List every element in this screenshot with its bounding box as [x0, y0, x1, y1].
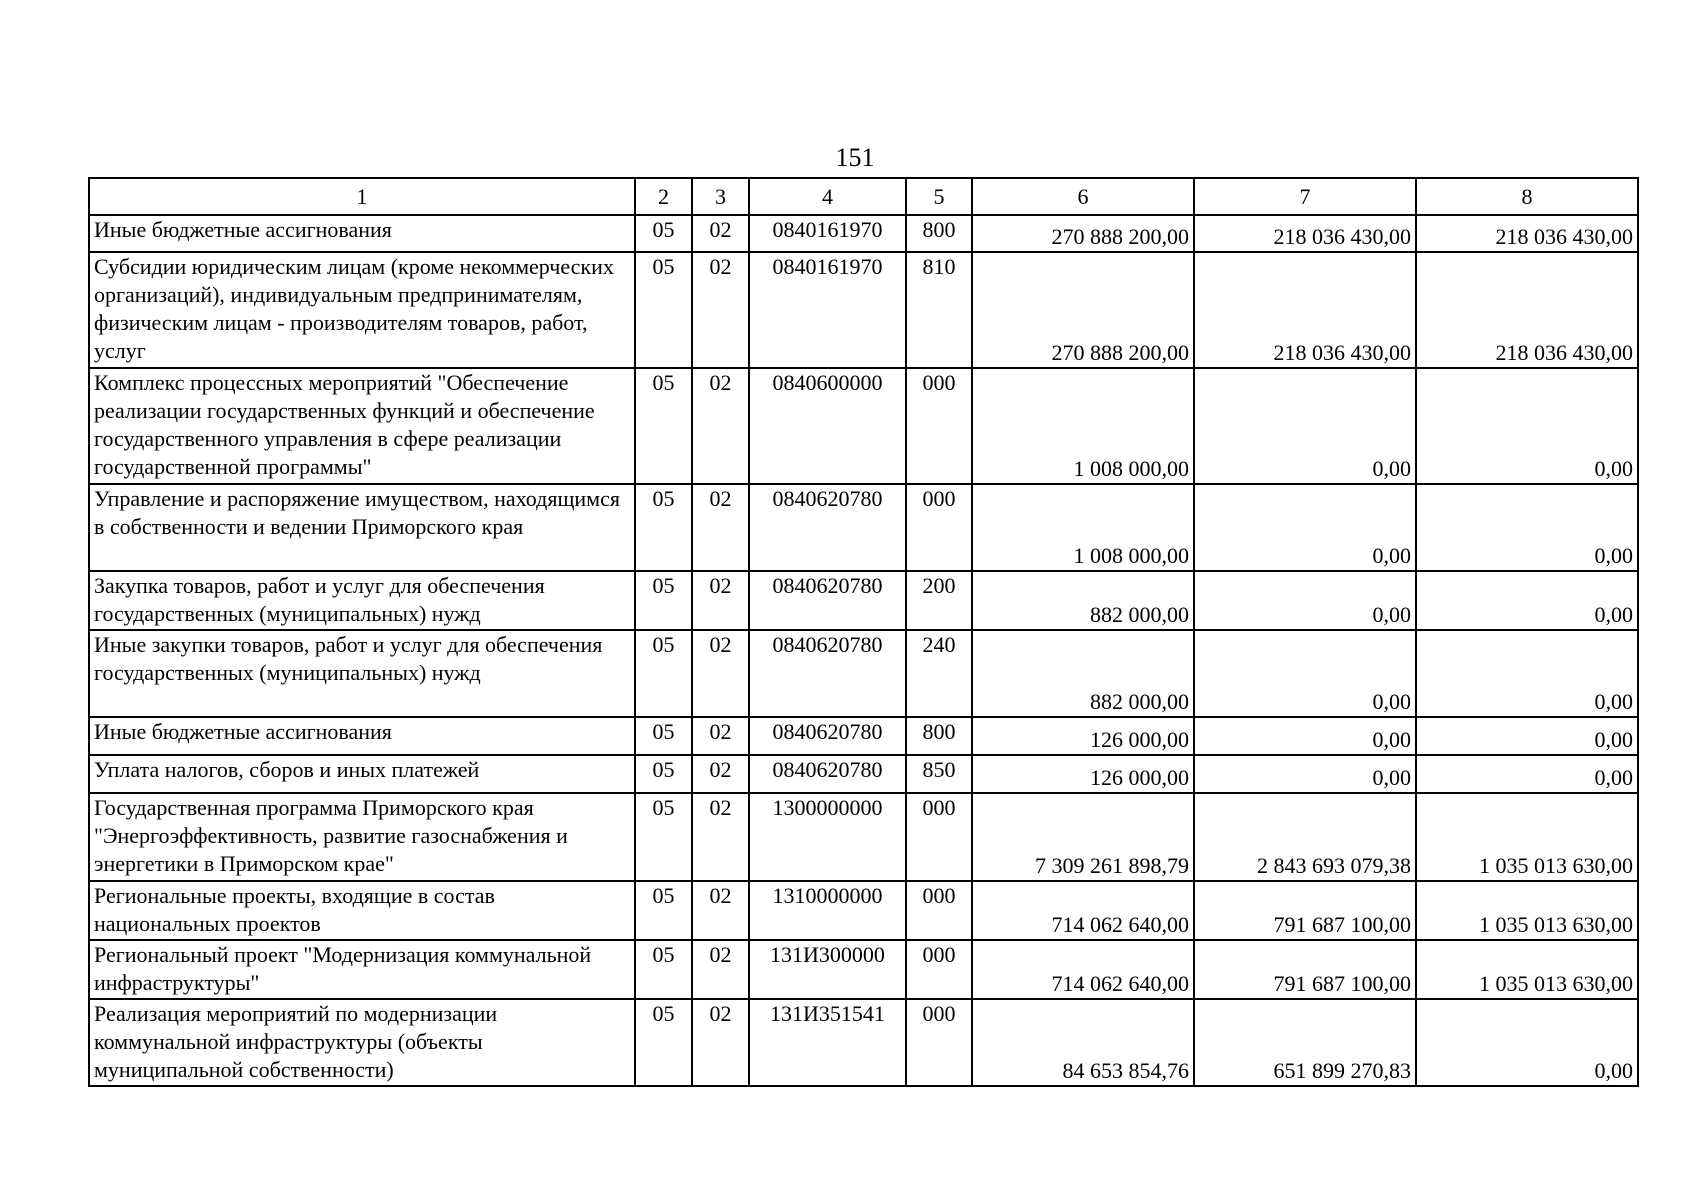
- table-row: [89, 215, 1638, 252]
- row-amount-8: 1 035 013 630,00: [1416, 881, 1638, 940]
- table-row: [89, 717, 1638, 755]
- row-amount-7: 651 899 270,83: [1194, 999, 1416, 1086]
- row-section: 05: [635, 484, 692, 571]
- row-section: 05: [635, 940, 692, 999]
- row-name: Иные бюджетные ассигнования: [89, 717, 635, 755]
- table-row: [89, 571, 1638, 630]
- row-name: Закупка товаров, работ и услуг для обеспечения государственных (муниципальных) нужд: [89, 571, 635, 630]
- row-amount-8: 1 035 013 630,00: [1416, 940, 1638, 999]
- header-col-6: 6: [972, 178, 1194, 215]
- row-section: 05: [635, 755, 692, 793]
- row-section: 05: [635, 999, 692, 1086]
- row-section: 05: [635, 717, 692, 755]
- row-subsection: 02: [692, 999, 749, 1086]
- table-row: [89, 940, 1638, 999]
- row-expense-type: 800: [906, 717, 972, 755]
- row-amount-6: 714 062 640,00: [972, 881, 1194, 940]
- row-subsection: 02: [692, 252, 749, 368]
- row-name: Субсидии юридическим лицам (кроме некоммерческих организаций), индивидуальным предпринимателям, физическим лицам - производителям товаров, работ, услуг: [89, 252, 635, 368]
- row-amount-8: 0,00: [1416, 755, 1638, 793]
- row-amount-8: 1 035 013 630,00: [1416, 793, 1638, 881]
- row-section: 05: [635, 215, 692, 252]
- table-row: [89, 755, 1638, 793]
- row-expense-type: 000: [906, 484, 972, 571]
- row-name: Региональные проекты, входящие в состав национальных проектов: [89, 881, 635, 940]
- row-amount-7: 0,00: [1194, 571, 1416, 630]
- row-amount-7: 218 036 430,00: [1194, 252, 1416, 368]
- row-name: Реализация мероприятий по модернизации коммунальной инфраструктуры (объекты муниципальной собственности): [89, 999, 635, 1086]
- row-subsection: 02: [692, 215, 749, 252]
- budget-table: [88, 177, 1639, 1087]
- row-amount-6: 84 653 854,76: [972, 999, 1194, 1086]
- row-section: 05: [635, 881, 692, 940]
- row-section: 05: [635, 630, 692, 717]
- row-expense-type: 000: [906, 368, 972, 484]
- row-amount-7: 0,00: [1194, 755, 1416, 793]
- row-amount-6: 714 062 640,00: [972, 940, 1194, 999]
- row-amount-8: 0,00: [1416, 368, 1638, 484]
- row-target-code: 0840620780: [749, 755, 906, 793]
- row-amount-6: 1 008 000,00: [972, 484, 1194, 571]
- row-expense-type: 850: [906, 755, 972, 793]
- row-target-code: 0840600000: [749, 368, 906, 484]
- row-expense-type: 000: [906, 793, 972, 881]
- table-row: [89, 793, 1638, 881]
- table-row: [89, 368, 1638, 484]
- row-amount-8: 0,00: [1416, 630, 1638, 717]
- row-expense-type: 000: [906, 940, 972, 999]
- table-row: [89, 484, 1638, 571]
- row-amount-6: 882 000,00: [972, 571, 1194, 630]
- row-target-code: 0840620780: [749, 571, 906, 630]
- row-amount-6: 882 000,00: [972, 630, 1194, 717]
- row-amount-7: 791 687 100,00: [1194, 881, 1416, 940]
- row-section: 05: [635, 793, 692, 881]
- row-section: 05: [635, 252, 692, 368]
- row-amount-7: 0,00: [1194, 630, 1416, 717]
- header-row: [89, 178, 1638, 215]
- header-col-3: 3: [692, 178, 749, 215]
- row-name: Уплата налогов, сборов и иных платежей: [89, 755, 635, 793]
- row-target-code: 131И300000: [749, 940, 906, 999]
- row-target-code: 0840161970: [749, 215, 906, 252]
- row-amount-8: 0,00: [1416, 484, 1638, 571]
- row-amount-8: 0,00: [1416, 717, 1638, 755]
- row-expense-type: 810: [906, 252, 972, 368]
- table-row: [89, 881, 1638, 940]
- row-amount-8: 0,00: [1416, 999, 1638, 1086]
- row-amount-6: 126 000,00: [972, 755, 1194, 793]
- row-expense-type: 000: [906, 881, 972, 940]
- row-target-code: 0840620780: [749, 717, 906, 755]
- row-subsection: 02: [692, 630, 749, 717]
- row-name: Региональный проект "Модернизация коммунальной инфраструктуры": [89, 940, 635, 999]
- row-section: 05: [635, 571, 692, 630]
- row-target-code: 1310000000: [749, 881, 906, 940]
- row-target-code: 0840161970: [749, 252, 906, 368]
- row-expense-type: 800: [906, 215, 972, 252]
- row-subsection: 02: [692, 368, 749, 484]
- row-amount-7: 218 036 430,00: [1194, 215, 1416, 252]
- row-amount-8: 0,00: [1416, 571, 1638, 630]
- row-amount-7: 0,00: [1194, 717, 1416, 755]
- row-amount-6: 126 000,00: [972, 717, 1194, 755]
- header-col-4: 4: [749, 178, 906, 215]
- page-number: 151: [835, 143, 875, 172]
- header-col-5: 5: [906, 178, 972, 215]
- row-expense-type: 240: [906, 630, 972, 717]
- row-name: Управление и распоряжение имуществом, находящимся в собственности и ведении Приморского края: [89, 484, 635, 571]
- row-subsection: 02: [692, 484, 749, 571]
- row-expense-type: 200: [906, 571, 972, 630]
- row-subsection: 02: [692, 940, 749, 999]
- table-row: [89, 999, 1638, 1086]
- row-name: Комплекс процессных мероприятий "Обеспечение реализации государственных функций и обеспечение государственного управления в сфере реализации государственной программы": [89, 368, 635, 484]
- row-target-code: 1300000000: [749, 793, 906, 881]
- row-amount-6: 270 888 200,00: [972, 252, 1194, 368]
- row-subsection: 02: [692, 755, 749, 793]
- row-section: 05: [635, 368, 692, 484]
- row-name: Государственная программа Приморского края "Энергоэффективность, развитие газоснабжения и энергетики в Приморском крае": [89, 793, 635, 881]
- row-name: Иные закупки товаров, работ и услуг для обеспечения государственных (муниципальных) нужд: [89, 630, 635, 717]
- row-amount-6: 7 309 261 898,79: [972, 793, 1194, 881]
- row-amount-7: 0,00: [1194, 484, 1416, 571]
- row-amount-7: 0,00: [1194, 368, 1416, 484]
- header-col-8: 8: [1416, 178, 1638, 215]
- row-target-code: 0840620780: [749, 630, 906, 717]
- row-subsection: 02: [692, 881, 749, 940]
- header-col-2: 2: [635, 178, 692, 215]
- row-name: Иные бюджетные ассигнования: [89, 215, 635, 252]
- row-amount-6: 270 888 200,00: [972, 215, 1194, 252]
- row-subsection: 02: [692, 793, 749, 881]
- row-amount-7: 2 843 693 079,38: [1194, 793, 1416, 881]
- row-amount-6: 1 008 000,00: [972, 368, 1194, 484]
- table-row: [89, 630, 1638, 717]
- header-col-1: 1: [89, 178, 635, 215]
- row-target-code: 131И351541: [749, 999, 906, 1086]
- row-subsection: 02: [692, 717, 749, 755]
- row-target-code: 0840620780: [749, 484, 906, 571]
- header-col-7: 7: [1194, 178, 1416, 215]
- row-amount-8: 218 036 430,00: [1416, 215, 1638, 252]
- row-amount-8: 218 036 430,00: [1416, 252, 1638, 368]
- row-expense-type: 000: [906, 999, 972, 1086]
- table-row: [89, 252, 1638, 368]
- row-subsection: 02: [692, 571, 749, 630]
- row-amount-7: 791 687 100,00: [1194, 940, 1416, 999]
